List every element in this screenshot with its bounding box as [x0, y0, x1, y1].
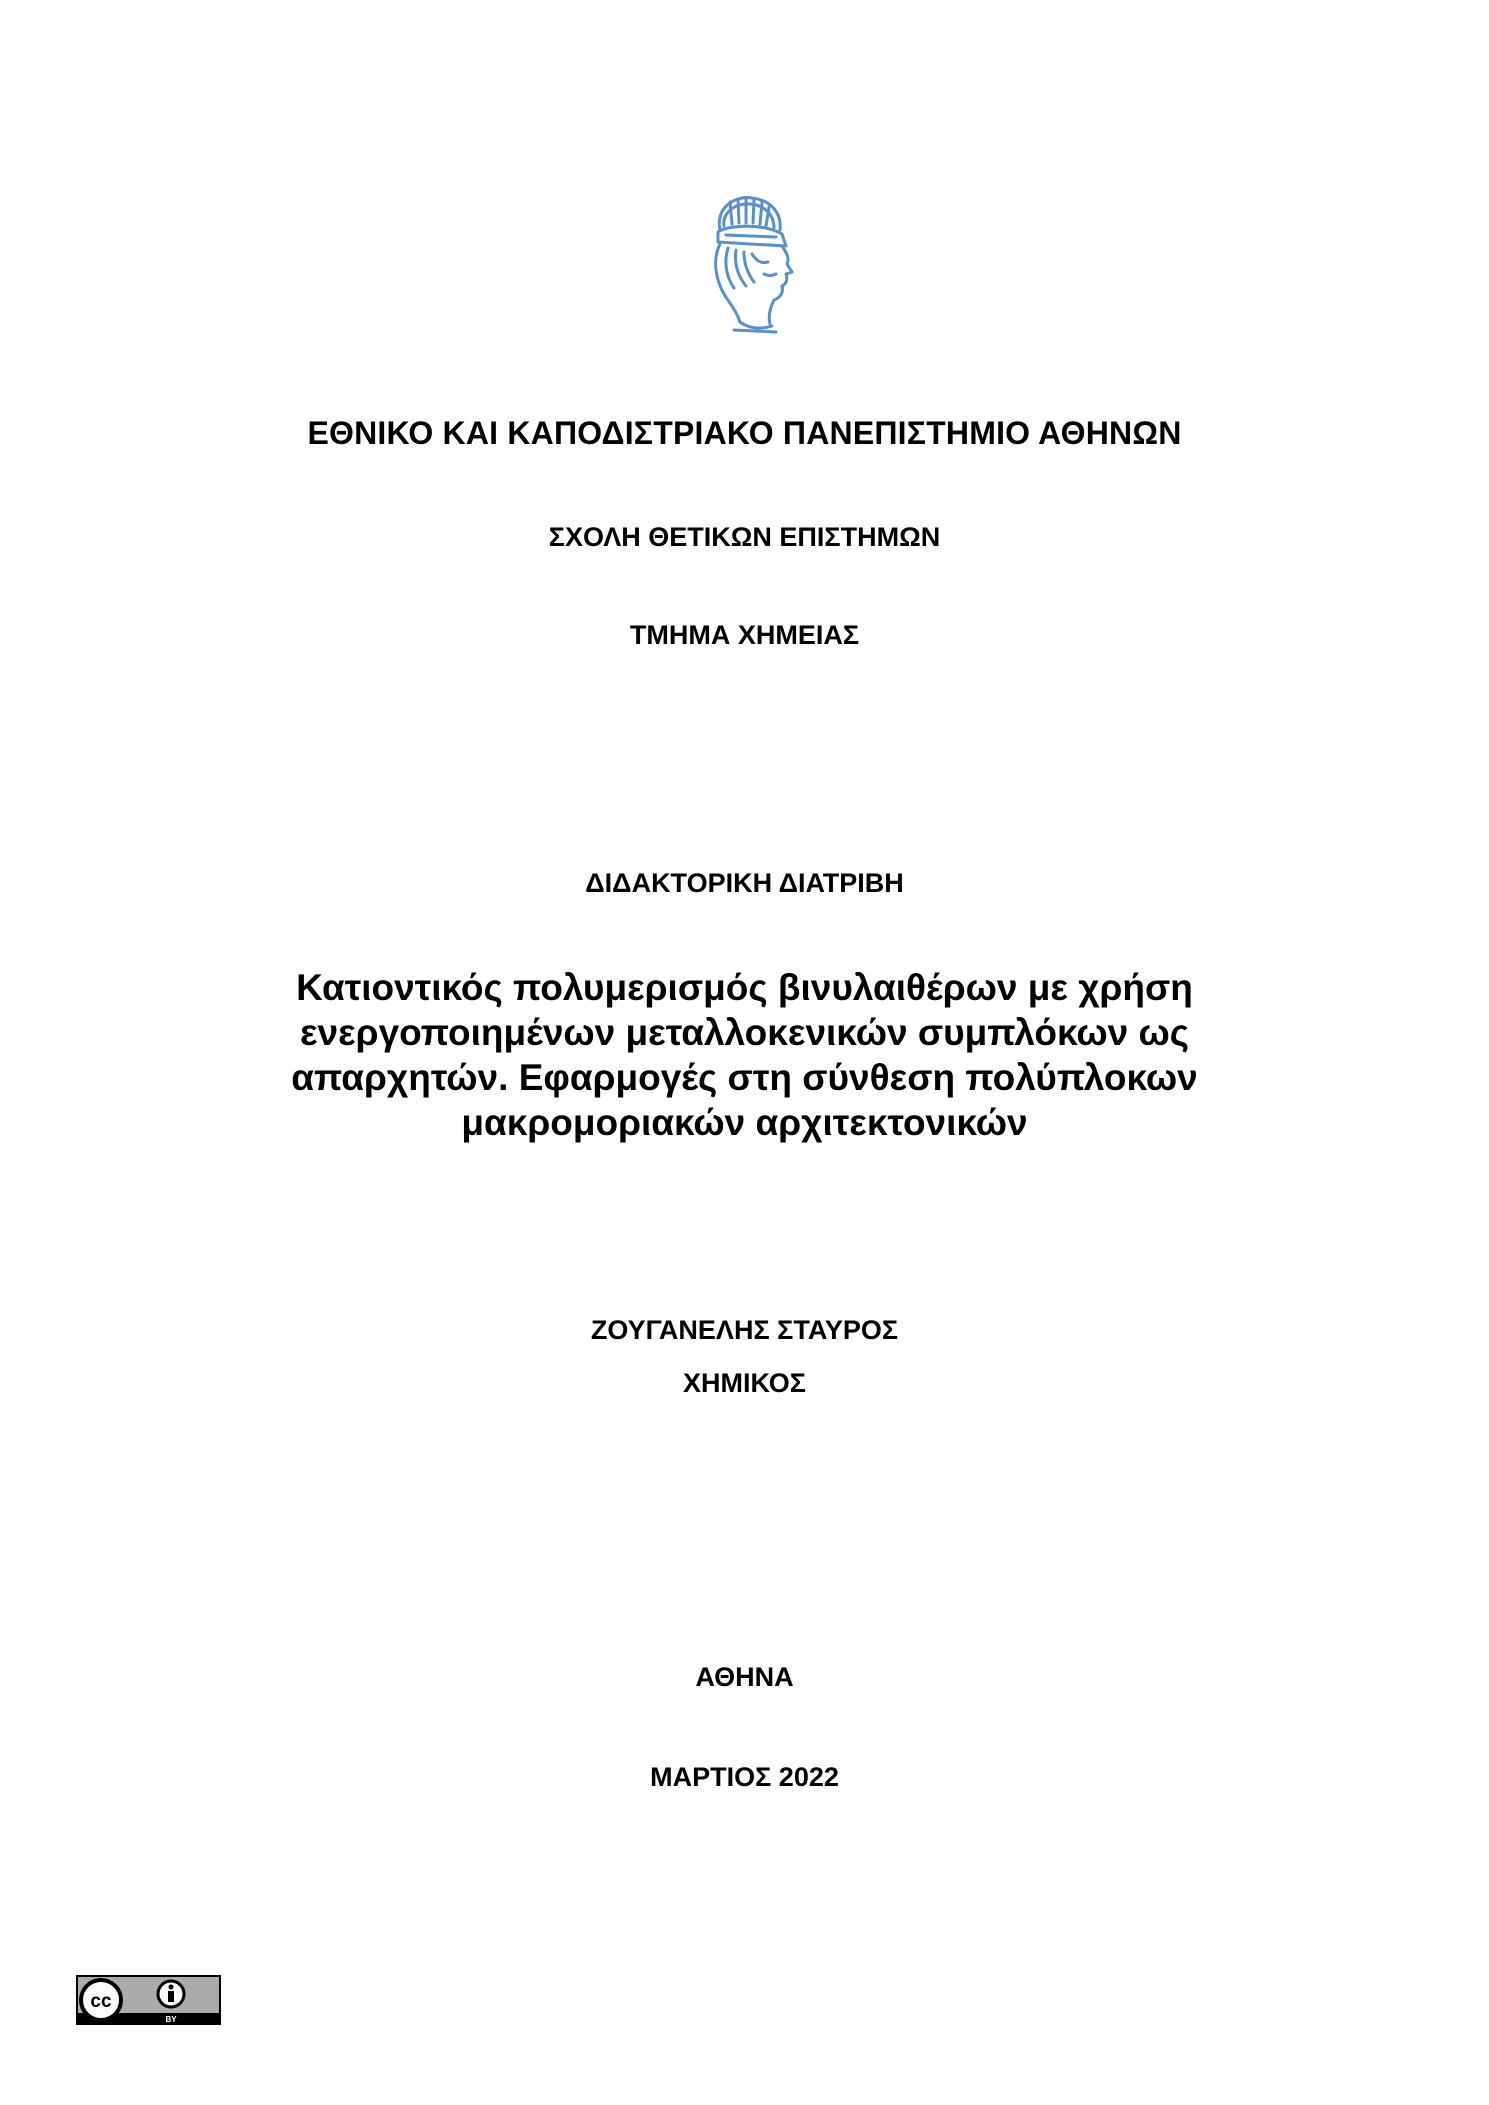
cc-by-text: BY: [165, 2015, 177, 2024]
author-profession: ΧΗΜΙΚΟΣ: [683, 1368, 806, 1398]
thesis-title-line: απαρχητών. Εφαρμογές στη σύνθεση πολύπλοκων: [291, 1057, 1198, 1098]
thesis-title: [0, 965, 1489, 1145]
department-name: ΤΜΗΜΑ ΧΗΜΕΙΑΣ: [629, 620, 860, 650]
cc-by-license-icon: [76, 1975, 221, 2025]
thesis-title-line: μακρομοριακών αρχιτεκτονικών: [461, 1102, 1028, 1143]
athena-helmet-logo-icon: [690, 190, 800, 340]
school-name: ΣΧΟΛΗ ΘΕΤΙΚΩΝ ΕΠΙΣΤΗΜΩΝ: [548, 522, 941, 552]
cc-symbol-text: cc: [90, 1991, 112, 2012]
thesis-title-line: ενεργοποιημένων μεταλλοκενικών συμπλόκων ως: [299, 1012, 1189, 1053]
city: ΑΘΗΝΑ: [695, 1662, 794, 1692]
author-name: ΖΟΥΓΑΝΕΛΗΣ ΣΤΑΥΡΟΣ: [590, 1315, 899, 1345]
thesis-title-line: Κατιοντικός πολυμερισμός βινυλαιθέρων με χρήση: [296, 967, 1193, 1008]
document-type: ΔΙΔΑΚΤΟΡΙΚΗ ΔΙΑΤΡΙΒΗ: [585, 868, 904, 898]
date: ΜΑΡΤΙΟΣ 2022: [650, 1762, 839, 1792]
university-name: ΕΘΝΙΚΟ ΚΑΙ ΚΑΠΟΔΙΣΤΡΙΑΚΟ ΠΑΝΕΠΙΣΤΗΜΙΟ ΑΘΗΝΩΝ: [307, 415, 1182, 451]
